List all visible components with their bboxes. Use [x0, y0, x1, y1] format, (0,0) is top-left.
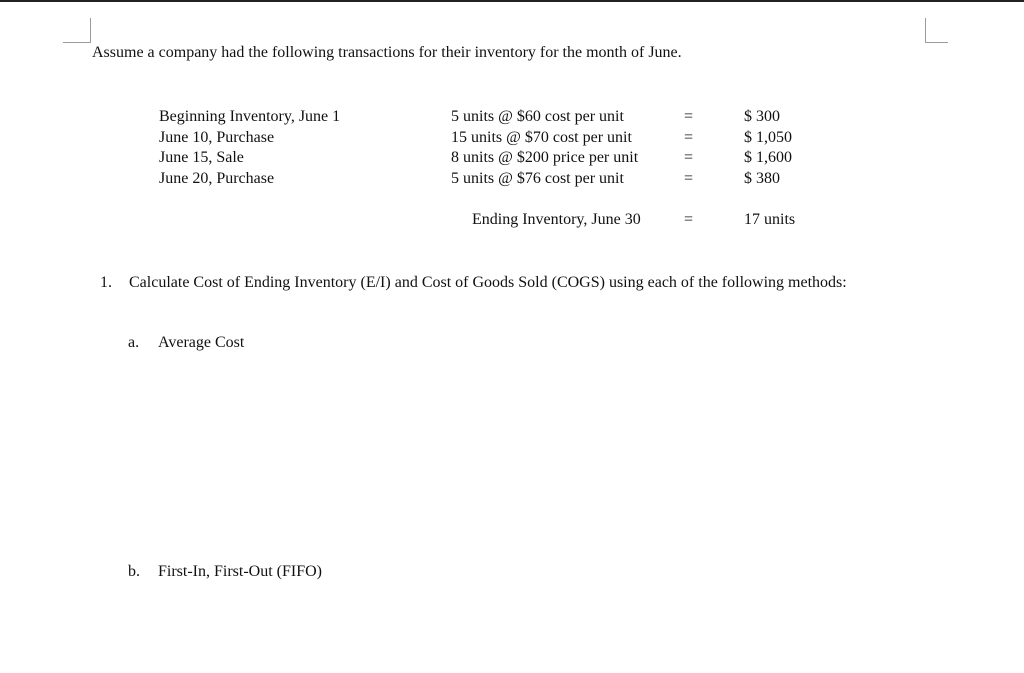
equals-sign: =	[684, 169, 694, 187]
method-label: Average Cost	[158, 334, 245, 351]
method-label: First-In, First-Out (FIFO)	[158, 563, 323, 580]
transaction-label: June 10, Purchase	[159, 128, 275, 146]
transaction-label: June 20, Purchase	[159, 169, 275, 187]
transaction-amount: $ 1,050	[744, 128, 792, 146]
ending-inventory-row	[159, 211, 859, 233]
equals-sign: =	[684, 211, 694, 228]
method-marker: b.	[128, 563, 140, 580]
ending-inventory-label: Ending Inventory, June 30	[472, 211, 641, 228]
transaction-label: Beginning Inventory, June 1	[159, 108, 341, 125]
equals-sign: =	[684, 149, 694, 166]
transaction-amount: $ 300	[744, 108, 780, 125]
equals-sign: =	[684, 128, 694, 146]
intro-paragraph: Assume a company had the following transactions for their inventory for the month of June.	[92, 44, 682, 61]
transaction-label: June 15, Sale	[159, 149, 244, 166]
ending-inventory-value: 17 units	[744, 211, 796, 228]
question-number: 1.	[100, 274, 112, 291]
top-border-line	[0, 0, 1024, 2]
crop-mark-right	[925, 18, 948, 43]
question-text: Calculate Cost of Ending Inventory (E/I) and Cost of Goods Sold (COGS) using each of the following methods:	[129, 274, 847, 291]
method-marker: a.	[128, 334, 140, 351]
transaction-amount: $ 1,600	[744, 149, 792, 166]
transaction-amount: $ 380	[744, 169, 780, 187]
crop-mark-left	[63, 18, 91, 43]
transaction-detail: 8 units @ $200 price per unit	[451, 149, 639, 166]
transaction-detail: 5 units @ $60 cost per unit	[451, 108, 624, 125]
equals-sign: =	[684, 108, 694, 125]
transaction-detail: 15 units @ $70 cost per unit	[451, 128, 632, 146]
transaction-detail: 5 units @ $76 cost per unit	[451, 169, 624, 187]
